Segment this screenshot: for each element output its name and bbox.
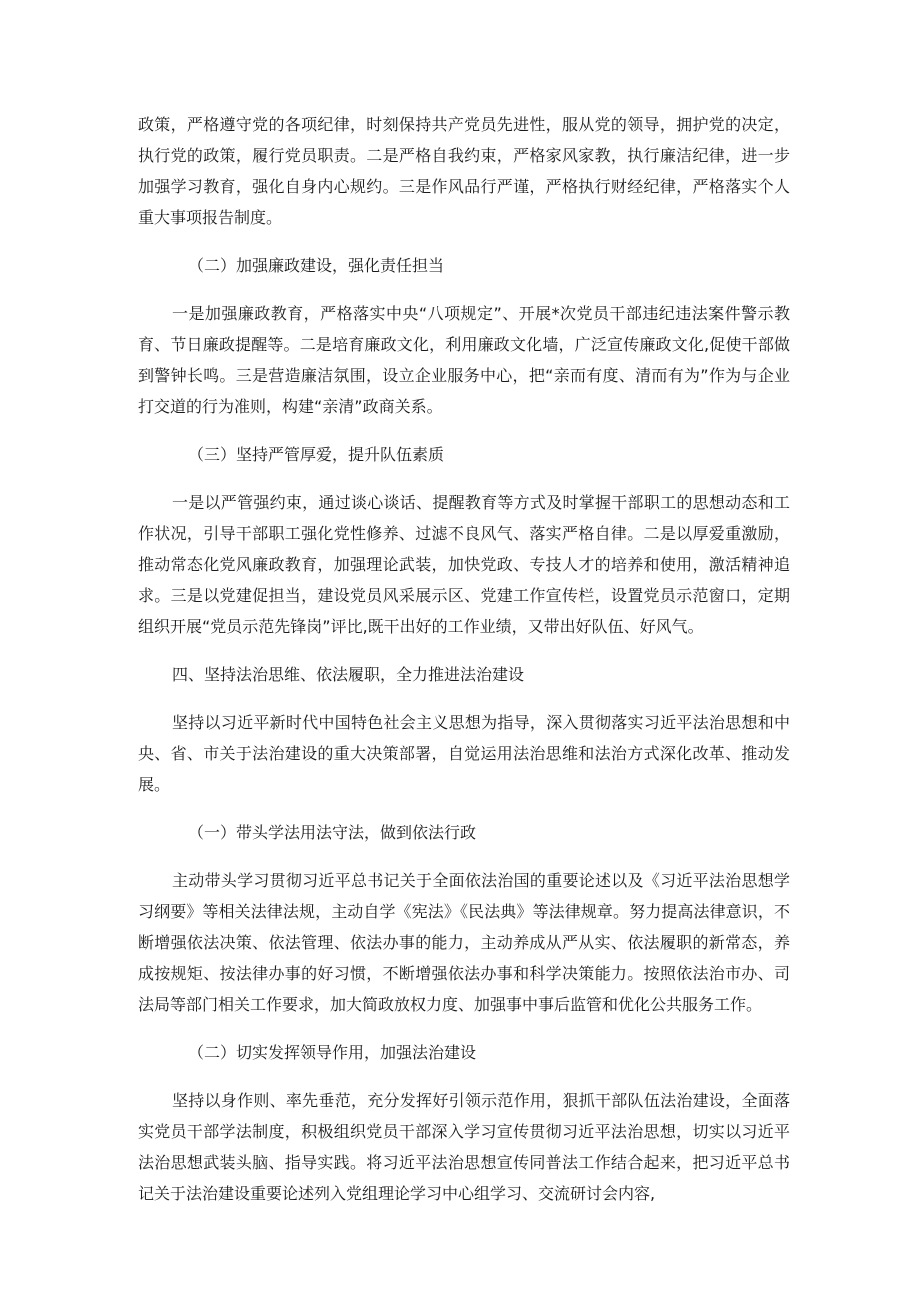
paragraph: 坚持以习近平新时代中国特色社会主义思想为指导，深入贯彻落实习近平法治思想和中央、省、市关于法治建设的重大决策部署，自觉运用法治思维和法治方式深化改革、推动发展。: [138, 713, 790, 794]
section-heading: （三）坚持严管厚爱，提升队伍素质: [188, 445, 445, 464]
paragraph: 一是以严管强约束，通过谈心谈话、提醒教育等方式及时掌握干部职工的思想动态和工作状况，引导干部职工强化党性修养、过滤不良风气、落实严格自律。二是以厚爱重激励，推动常态化党风廉政教育，加强理论武装，加快党政、专技人才的培养和使用，激活精神追求。三是以党建促担当，建设党员风采展示区、党建工作宣传栏，设置党员示范窗口，定期组织开展“党员示范先锋岗”评比,既干出好的工作业绩，又带出好队伍、好风气。: [138, 493, 790, 636]
paragraph: 主动带头学习贯彻习近平总书记关于全面依法治国的重要论述以及《习近平法治思想学习纲要》等相关法律法规，主动自学《宪法》《民法典》等法律规章。努力提高法律意识，不断增强依法决策、依法管理、依法办事的能力，主动养成从严从实、依法履职的新常态，养成按规矩、按法律办事的好习惯，不断增强依法办事和科学决策能力。按照依法治市办、司法局等部门相关工作要求，加大简政放权力度、加强事中事后监管和优化公共服务工作。: [138, 871, 790, 1014]
paragraph: 政策，严格遵守党的各项纪律，时刻保持共产党员先进性，服从党的领导，拥护党的决定，执行党的政策，履行党员职责。二是严格自我约束，严格家风家教，执行廉洁纪律，进一步加强学习教育，强化自身内心规约。三是作风品行严谨，严格执行财经纪律，严格落实个人重大事项报告制度。: [138, 115, 790, 227]
paragraph: 坚持以身作则、率先垂范，充分发挥好引领示范作用，狠抓干部队伍法治建设，全面落实党员干部学法制度，积极组织党员干部深入学习宣传贯彻习近平法治思想，切实以习近平法治思想武装头脑、指导实践。将习近平法治思想宣传同普法工作结合起来，把习近平总书记关于法治建设重要论述列入党组理论学习中心组学习、交流研讨会内容,: [138, 1091, 790, 1203]
section-heading: （二）加强廉政建设，强化责任担当: [188, 256, 445, 275]
chapter-heading: 四、坚持法治思维、依法履职，全力推进法治建设: [172, 665, 525, 684]
section-heading: （一）带头学法用法守法，做到依法行政: [188, 823, 477, 842]
paragraph: 一是加强廉政教育，严格落实中央“八项规定”、开展*次党员干部违纪违法案件警示教育、节日廉政提醒等。二是培育廉政文化，利用廉政文化墙，广泛宣传廉政文化,促使干部做到警钟长鸣。三是营造廉洁氛围，设立企业服务中心，把“亲而有度、清而有为”作为与企业打交道的行为准则，构建“亲清”政商关系。: [138, 304, 790, 416]
document-body: [138, 109, 790, 1226]
section-heading: （二）切实发挥领导作用，加强法治建设: [188, 1043, 477, 1062]
